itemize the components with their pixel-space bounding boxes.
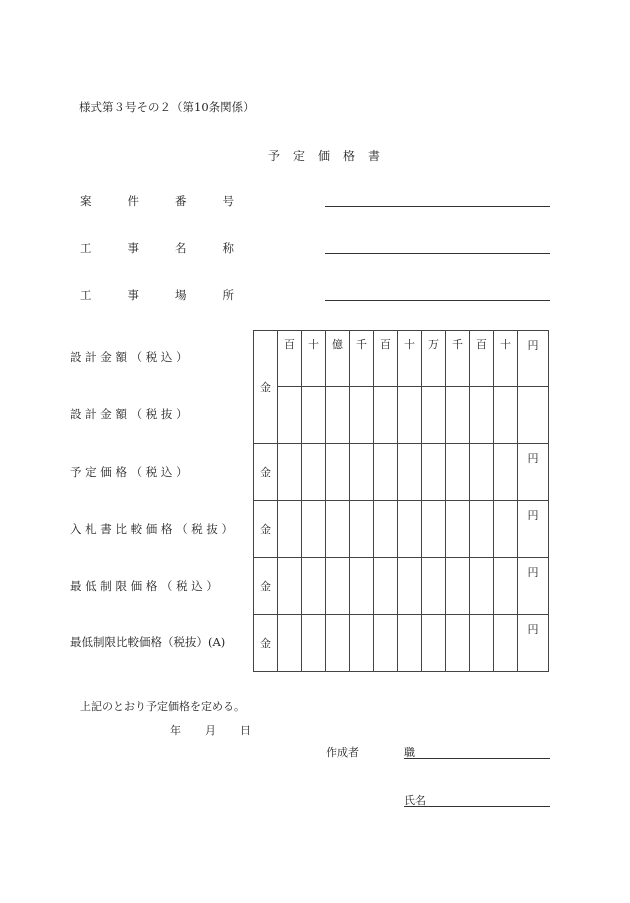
row-label-minimum-limit-price-incl-tax: 最 低 制 限 価 格 （ 税 込 ）	[70, 579, 218, 593]
amount-cell	[422, 387, 446, 444]
amount-cell	[422, 501, 446, 558]
amount-cell	[422, 615, 446, 672]
amount-cell	[278, 501, 302, 558]
amount-cell	[374, 615, 398, 672]
position-label: 職	[404, 746, 415, 759]
kin-cell: 金	[254, 444, 278, 501]
amount-cell	[470, 444, 494, 501]
amount-cell	[326, 387, 350, 444]
amount-cell	[302, 444, 326, 501]
project-location-label: 工事場所	[80, 288, 270, 302]
row-label-planned-price-incl-tax: 予 定 価 格 （ 税 込 ）	[70, 465, 188, 479]
yen-label: 円	[518, 501, 549, 558]
amount-cell	[326, 558, 350, 615]
amount-cell	[374, 558, 398, 615]
case-number-label: 案件番号	[80, 194, 270, 208]
determination-note: 上記のとおり予定価格を定める。	[80, 700, 245, 713]
month-label: 月	[205, 724, 216, 737]
amount-cell	[326, 444, 350, 501]
amount-cell	[350, 387, 374, 444]
unit-header: 百	[470, 331, 494, 387]
amount-cell	[518, 387, 549, 444]
amount-cell	[278, 558, 302, 615]
amount-cell	[446, 387, 470, 444]
preparer-label: 作成者	[326, 746, 359, 759]
project-location-line	[325, 300, 550, 301]
unit-header: 億	[326, 331, 350, 387]
unit-header: 百	[374, 331, 398, 387]
amount-cell	[470, 501, 494, 558]
kin-cell: 金	[254, 501, 278, 558]
document-title: 予定価格書	[268, 149, 394, 163]
name-line	[404, 806, 550, 807]
amount-cell	[302, 387, 326, 444]
amount-cell	[374, 501, 398, 558]
amount-cell	[278, 387, 302, 444]
row-label-minimum-limit-comparison-price: 最低制限比較価格（税抜）(A)	[70, 635, 226, 649]
amount-cell	[374, 444, 398, 501]
amount-cell	[398, 387, 422, 444]
amount-cell	[350, 615, 374, 672]
amount-cell	[446, 615, 470, 672]
year-label: 年	[170, 724, 181, 737]
amount-cell	[302, 615, 326, 672]
row-label-design-amount-incl-tax: 設 計 金 額 （ 税 込 ）	[70, 350, 188, 364]
unit-header: 千	[446, 331, 470, 387]
amount-cell	[470, 615, 494, 672]
amount-cell	[278, 444, 302, 501]
amount-cell	[398, 558, 422, 615]
amount-cell	[302, 558, 326, 615]
project-name-label: 工事名称	[80, 241, 270, 255]
amount-cell	[446, 501, 470, 558]
amount-cell	[398, 444, 422, 501]
name-label: 氏名	[404, 794, 426, 807]
amount-cell	[470, 558, 494, 615]
day-label: 日	[240, 724, 251, 737]
case-number-line	[325, 206, 550, 207]
project-name-line	[325, 253, 550, 254]
kin-cell: 金	[254, 558, 278, 615]
amount-cell	[494, 444, 518, 501]
amount-cell	[302, 501, 326, 558]
amount-cell	[494, 558, 518, 615]
yen-header: 円	[518, 331, 549, 387]
amount-cell	[326, 615, 350, 672]
amount-cell	[350, 558, 374, 615]
unit-header: 十	[302, 331, 326, 387]
row-label-design-amount-excl-tax: 設 計 金 額 （ 税 抜 ）	[70, 407, 188, 421]
amount-cell	[446, 558, 470, 615]
amount-cell	[350, 444, 374, 501]
amount-cell	[374, 387, 398, 444]
amount-cell	[422, 444, 446, 501]
unit-header: 万	[422, 331, 446, 387]
amount-cell	[494, 387, 518, 444]
kin-cell: 金	[254, 615, 278, 672]
amount-cell	[278, 615, 302, 672]
unit-header: 千	[350, 331, 374, 387]
kin-cell: 金	[254, 331, 278, 444]
amount-cell	[470, 387, 494, 444]
amount-cell	[398, 615, 422, 672]
date-line	[170, 722, 251, 738]
amount-cell	[494, 501, 518, 558]
amount-cell	[326, 501, 350, 558]
amount-cell	[494, 615, 518, 672]
unit-header: 十	[398, 331, 422, 387]
amount-cell	[350, 501, 374, 558]
amount-cell	[422, 558, 446, 615]
form-number: 様式第３号その２（第10条関係）	[79, 100, 255, 114]
position-line	[404, 758, 550, 759]
amount-cell	[446, 444, 470, 501]
price-table	[253, 330, 549, 672]
yen-label: 円	[518, 615, 549, 672]
yen-label: 円	[518, 558, 549, 615]
amount-cell	[398, 501, 422, 558]
unit-header: 十	[494, 331, 518, 387]
yen-label: 円	[518, 444, 549, 501]
unit-header: 百	[278, 331, 302, 387]
row-label-bid-comparison-price: 入 札 書 比 較 価 格 （ 税 抜 ）	[70, 522, 234, 536]
